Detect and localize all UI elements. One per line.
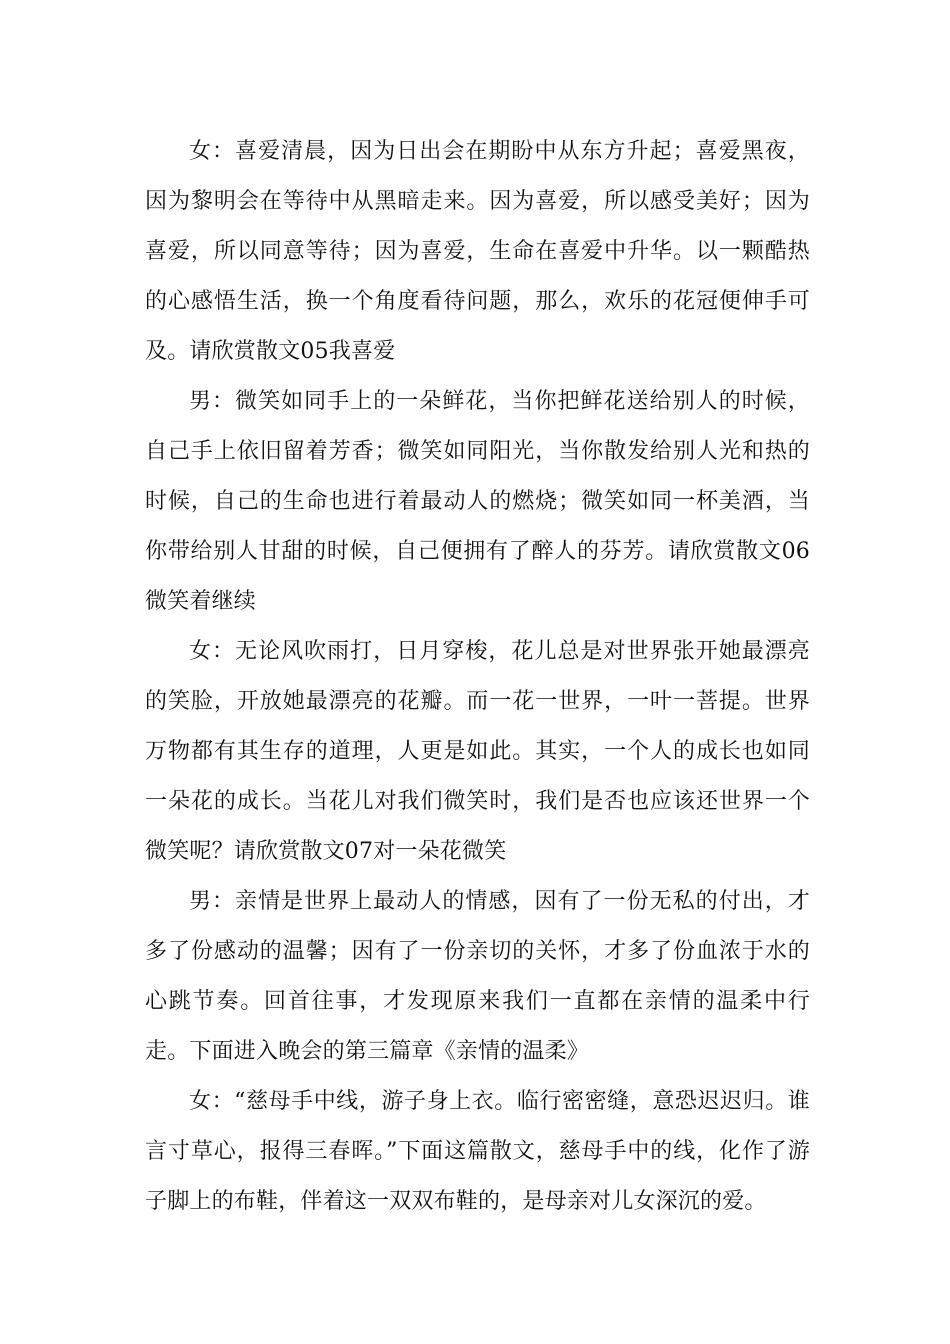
- paragraph-5: 女：“慈母手中线，游子身上衣。临行密密缝，意恐迟迟归。谁言寸草心，报得三春晖。”下面这篇散文，慈母手中的线，化作了游子脚上的布鞋，伴着这一双双布鞋的，是母亲对儿女深沉的爱。: [145, 1089, 810, 1214]
- paragraph-1: 女：喜爱清晨，因为日出会在期盼中从东方升起；喜爱黑夜，因为黎明会在等待中从黑暗走来。因为喜爱，所以感受美好；因为喜爱，所以同意等待；因为喜爱，生命在喜爱中升华。以一颗酷热的心感悟生活，换一个角度看待问题，那么，欢乐的花冠便伸手可及。请欣赏散文05我喜爱: [145, 139, 810, 364]
- paragraph-2: 男：微笑如同手上的一朵鲜花，当你把鲜花送给别人的时候，自己手上依旧留着芳香；微笑如同阳光，当你散发给别人光和热的时候，自己的生命也进行着最动人的燃烧；微笑如同一杯美酒，当你带给别人甘甜的时候，自己便拥有了醉人的芬芳。请欣赏散文06微笑着继续: [145, 389, 810, 614]
- paragraph-4: 男：亲情是世界上最动人的情感，因有了一份无私的付出，才多了份感动的温馨；因有了一份亲切的关怀，才多了份血浓于水的心跳节奏。回首往事，才发现原来我们一直都在亲情的温柔中行走。下面进入晚会的第三篇章《亲情的温柔》: [145, 889, 810, 1064]
- document-body: [145, 127, 810, 1227]
- paragraph-3: 女：无论风吹雨打，日月穿梭，花儿总是对世界张开她最漂亮的笑脸，开放她最漂亮的花瓣。而一花一世界，一叶一菩提。世界万物都有其生存的道理，人更是如此。其实，一个人的成长也如同一朵花的成长。当花儿对我们微笑时，我们是否也应该还世界一个微笑呢？请欣赏散文07对一朵花微笑: [145, 639, 810, 864]
